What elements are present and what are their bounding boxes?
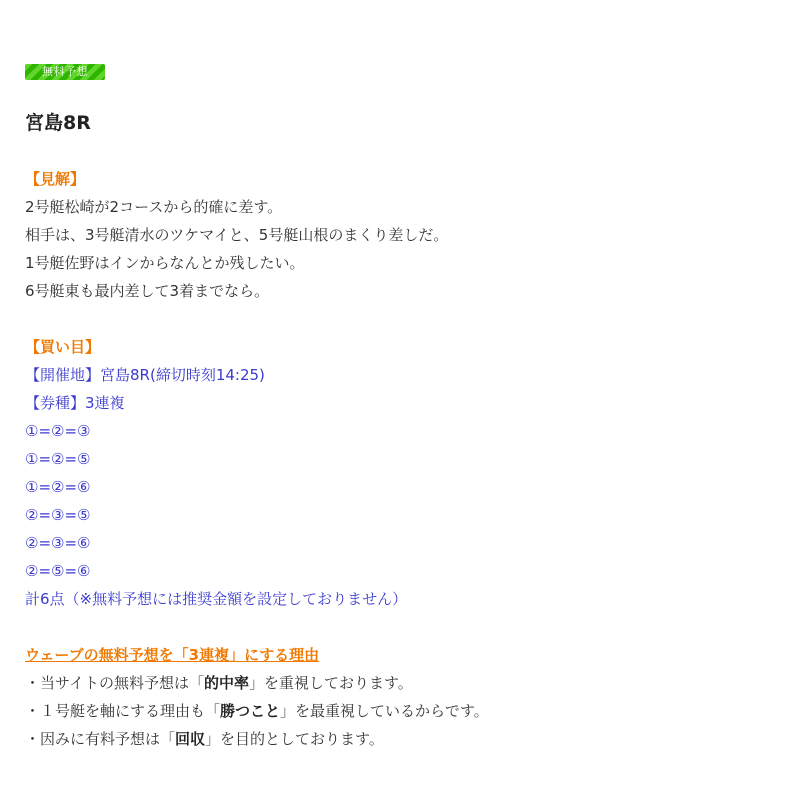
view-line: 2号艇松崎が2コースから的確に差す。 <box>25 198 283 216</box>
reason-item-emphasis: 勝つこと <box>220 702 281 720</box>
reason-item <box>25 729 384 749</box>
picks-heading: 【買い目】 <box>25 338 101 356</box>
reason-item-text: 」を目的としております。 <box>205 730 384 748</box>
reason-item-emphasis: 的中率 <box>203 674 249 692</box>
picks-ticket-type: 【券種】3連複 <box>25 394 125 412</box>
reason-item-emphasis: 回収 <box>175 730 206 748</box>
pick-combination: ①=②=⑥ <box>25 478 91 496</box>
view-line: 相手は、3号艇清水のツケマイと、5号艇山根のまくり差しだ。 <box>25 226 449 244</box>
pick-combination: ①=②=⑤ <box>25 450 91 468</box>
picks-total: 計6点（※無料予想には推奨金額を設定しておりません） <box>25 590 408 608</box>
pick-combination: ①=②=③ <box>25 422 91 440</box>
reason-item <box>25 673 413 693</box>
race-title: 宮島8R <box>25 112 91 134</box>
reason-item-text: ・当サイトの無料予想は「 <box>25 674 204 692</box>
reason-item-text: ・因みに有料予想は「 <box>25 730 176 748</box>
reason-item-text: 」を重視しております。 <box>248 674 413 692</box>
reason-item-text: 」を最重視しているからです。 <box>280 702 489 720</box>
reason-item-text: ・１号艇を軸にする理由も「 <box>25 702 221 720</box>
view-line: 1号艇佐野はインからなんとか残したい。 <box>25 254 305 272</box>
reason-heading: ウェーブの無料予想を「3連複」にする理由 <box>25 646 320 664</box>
pick-combination: ②=⑤=⑥ <box>25 562 91 580</box>
reason-item <box>25 701 489 721</box>
pick-combination: ②=③=⑤ <box>25 506 91 524</box>
view-heading: 【見解】 <box>25 170 86 188</box>
picks-venue: 【開催地】宮島8R(締切時刻14:25) <box>25 366 265 384</box>
pick-combination: ②=③=⑥ <box>25 534 91 552</box>
view-line: 6号艇東も最内差して3着までなら。 <box>25 282 270 300</box>
free-prediction-badge: 無料予想 <box>25 64 105 80</box>
